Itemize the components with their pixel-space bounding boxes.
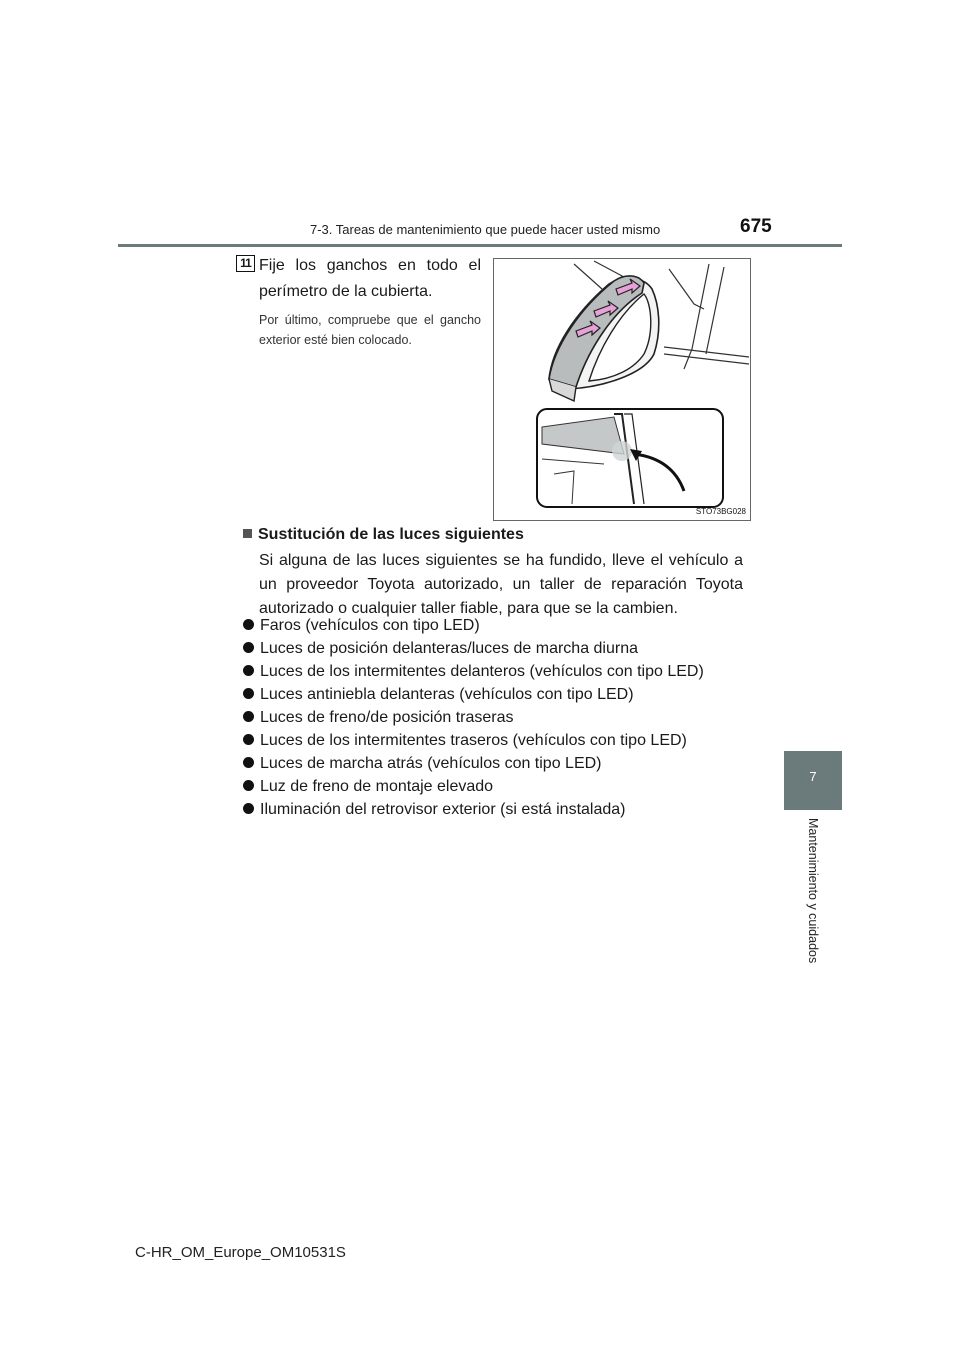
bullet-dot-icon xyxy=(243,780,254,791)
footer-doc-id: C-HR_OM_Europe_OM10531S xyxy=(135,1244,346,1261)
list-item: Luces antiniebla delanteras (vehículos con tipo LED) xyxy=(243,683,704,706)
mirror-drawing xyxy=(494,259,750,520)
list-item: Luz de freno de montaje elevado xyxy=(243,775,704,798)
header-rule xyxy=(118,244,842,247)
chapter-tab xyxy=(784,751,842,810)
bullet-dot-icon xyxy=(243,711,254,722)
list-item: Iluminación del retrovisor exterior (si está instalada) xyxy=(243,798,704,821)
bullet-dot-icon xyxy=(243,642,254,653)
step-note: Por último, compruebe que el gancho exterior esté bien colocado. xyxy=(259,313,481,347)
list-item: Faros (vehículos con tipo LED) xyxy=(243,614,704,637)
lights-list xyxy=(243,614,704,821)
bullet-dot-icon xyxy=(243,734,254,745)
section-title xyxy=(243,526,524,544)
section-title-text: Sustitución de las luces siguientes xyxy=(258,526,524,543)
bullet-dot-icon xyxy=(243,688,254,699)
list-item: Luces de los intermitentes delanteros (vehículos con tipo LED) xyxy=(243,660,704,683)
bullet-dot-icon xyxy=(243,619,254,630)
chapter-label: Mantenimiento y cuidados xyxy=(806,818,820,964)
list-item: Luces de marcha atrás (vehículos con tipo LED) xyxy=(243,752,704,775)
list-item: Luces de los intermitentes traseros (vehículos con tipo LED) xyxy=(243,729,704,752)
header-section-title: 7-3. Tareas de mantenimiento que puede hacer usted mismo xyxy=(310,222,661,237)
figure-code: STO73BG028 xyxy=(695,507,746,516)
page-number: 675 xyxy=(740,216,772,237)
square-bullet-icon xyxy=(243,529,252,538)
mirror-cover-illustration xyxy=(493,258,751,521)
step-instruction: Fije los ganchos en todo el perímetro de la cubierta. xyxy=(259,257,481,300)
bullet-dot-icon xyxy=(243,665,254,676)
list-item: Luces de posición delanteras/luces de marcha diurna xyxy=(243,637,704,660)
section-body: Si alguna de las luces siguientes se ha fundido, lleve el vehículo a un proveedor Toyota autorizado, un taller de reparación Toyota autorizado o cualquier taller fiable, para que se la cambien. xyxy=(259,552,743,617)
bullet-dot-icon xyxy=(243,757,254,768)
list-item: Luces de freno/de posición traseras xyxy=(243,706,704,729)
bullet-dot-icon xyxy=(243,803,254,814)
step-number-badge: 11 xyxy=(236,255,255,272)
chapter-number: 7 xyxy=(809,769,817,784)
